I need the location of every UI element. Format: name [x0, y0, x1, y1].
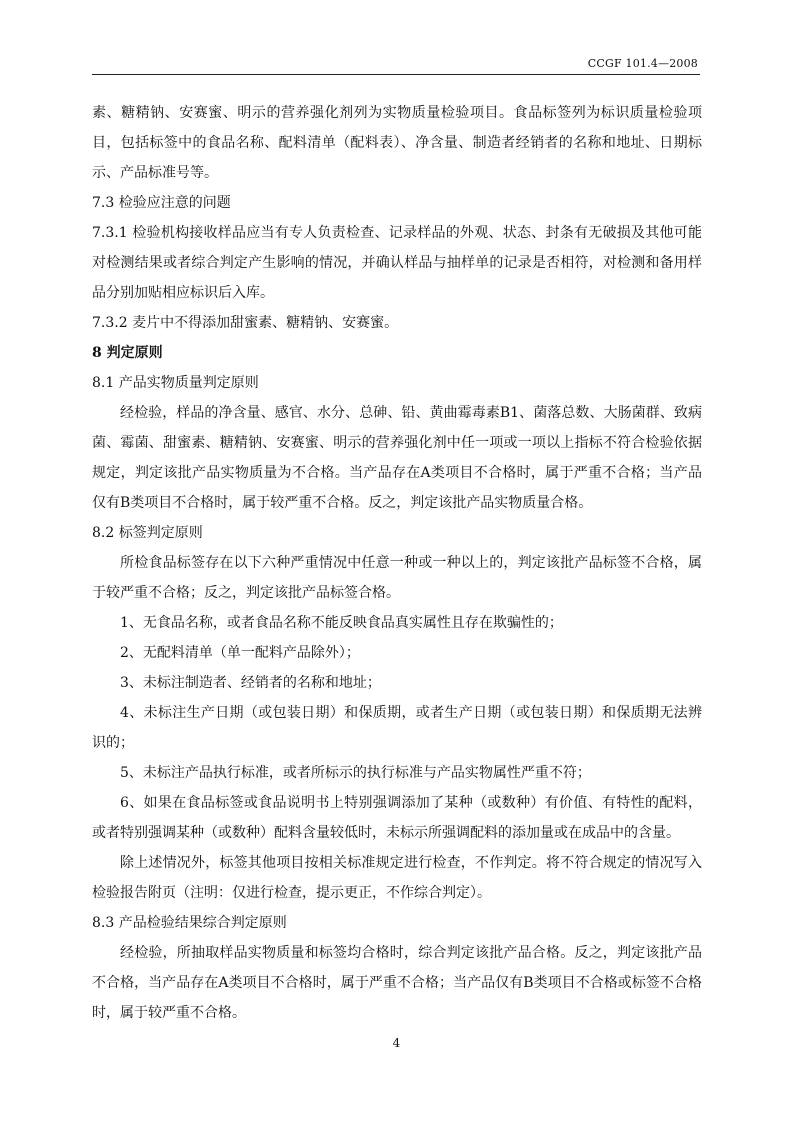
label-other-items-note: 除上述情况外，标签其他项目按相关标准规定进行检查，不作判定。将不符合规定的情况写入检验报告附页（注明：仅进行检查，提示更正，不作综合判定）。 — [92, 855, 702, 901]
section-8-3-body: 经检验，所抽取样品实物质量和标签均合格时，综合判定该批产品合格。反之，判定该批产品不合格，当产品存在A类项目不合格时，属于严重不合格；当产品仅有B类项目不合格或标签不合格时，属于较严重不合格。 — [92, 945, 702, 1021]
section-8-1-heading: 8.1 产品实物质量判定原则 — [92, 375, 259, 391]
list-item-1: 1、无食品名称，或者食品名称不能反映食品真实属性且存在欺骗性的； — [120, 615, 563, 631]
list-item-4: 4、未标注生产日期（或包装日期）和保质期，或者生产日期（或包装日期）和保质期无法辨识的； — [92, 705, 702, 751]
list-item-3: 3、未标注制造者、经销者的名称和地址； — [120, 675, 381, 691]
section-8-2-body: 所检食品标签存在以下六种严重情况中任意一种或一种以上的，判定该批产品标签不合格，属于较严重不合格；反之，判定该批产品标签合格。 — [92, 555, 702, 601]
section-8-2-heading: 8.2 标签判定原则 — [92, 525, 203, 541]
paragraph-continued-items: 素、糖精钠、安赛蜜、明示的营养强化剂列为实物质量检验项目。食品标签列为标识质量检验项目，包括标签中的食品名称、配料清单（配料表）、净含量、制造者经销者的名称和地址、日期标示、产品标准号等。 — [92, 105, 702, 181]
document-body — [92, 98, 702, 1028]
page-number: 4 — [392, 1036, 401, 1050]
section-8-heading: 8 判定原则 — [92, 345, 163, 361]
standard-code: CCGF 101.4—2008 — [587, 57, 698, 70]
list-item-5: 5、未标注产品执行标准，或者所标示的执行标准与产品实物属性严重不符； — [120, 765, 591, 781]
page-header — [92, 56, 700, 75]
section-7-3-1: 7.3.1 检验机构接收样品应当有专人负责检查、记录样品的外观、状态、封条有无破损及其他可能对检测结果或者综合判定产生影响的情况，并确认样品与抽样单的记录是否相符，对检测和备用样品分别加贴相应标识后入库。 — [92, 225, 702, 301]
section-8-3-heading: 8.3 产品检验结果综合判定原则 — [92, 915, 287, 931]
section-8-1-body: 经检验，样品的净含量、感官、水分、总砷、铅、黄曲霉毒素B1、菌落总数、大肠菌群、致病菌、霉菌、甜蜜素、糖精钠、安赛蜜、明示的营养强化剂中任一项或一项以上指标不符合检验依据规定，判定该批产品实物质量为不合格。当产品存在A类项目不合格时，属于严重不合格；当产品仅有B类项目不合格时，属于较严重不合格。反之，判定该批产品实物质量合格。 — [92, 405, 702, 511]
section-7-3-2: 7.3.2 麦片中不得添加甜蜜素、糖精钠、安赛蜜。 — [92, 315, 399, 331]
section-7-3-heading: 7.3 检验应注意的问题 — [92, 195, 231, 211]
list-item-2: 2、无配料清单（单一配料产品除外）； — [120, 645, 360, 661]
list-item-6: 6、如果在食品标签或食品说明书上特别强调添加了某种（或数种）有价值、有特性的配料，或者特别强调某种（或数种）配料含量较低时，未标示所强调配料的添加量或在成品中的含量。 — [92, 795, 702, 841]
